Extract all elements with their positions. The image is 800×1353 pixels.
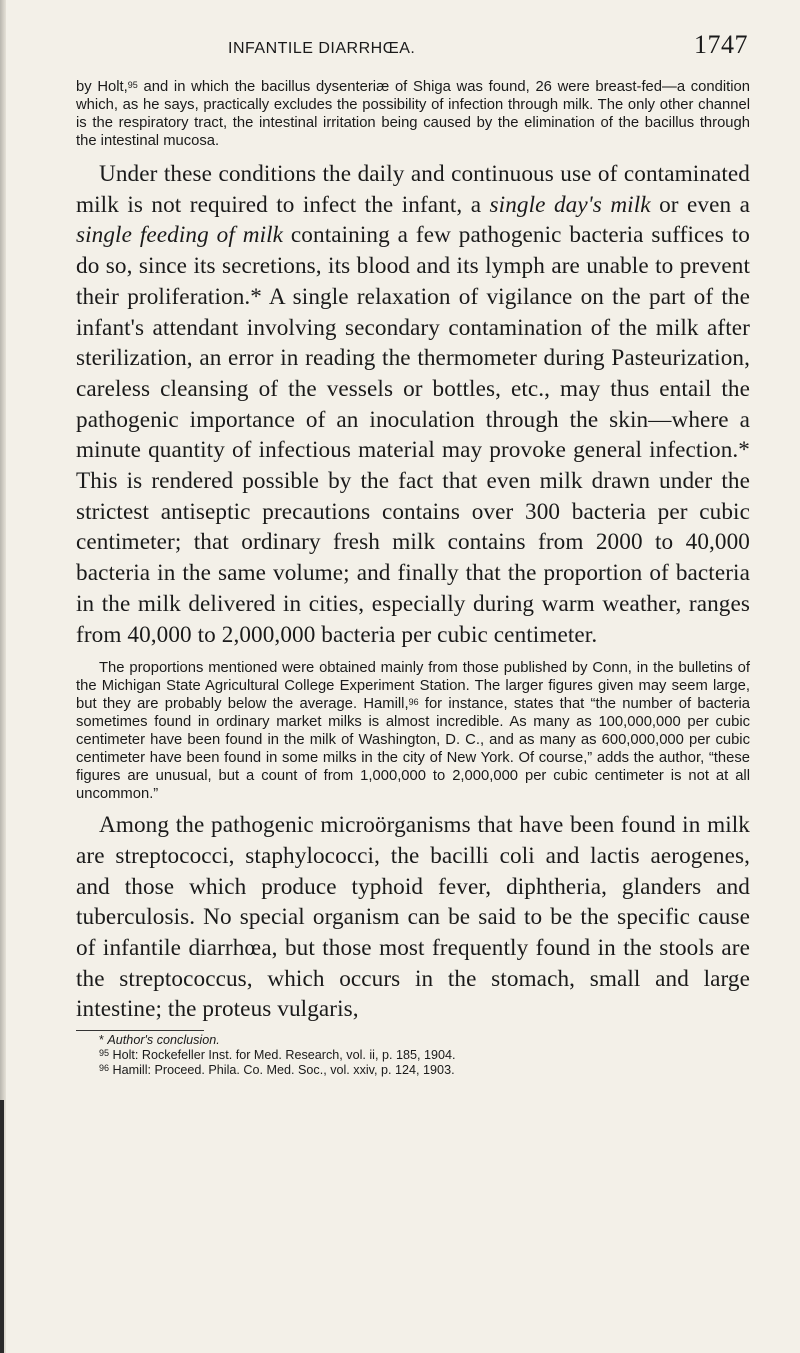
- running-head: INFANTILE DIARRHŒA.: [228, 40, 416, 57]
- paragraph-holt-cases: [76, 78, 750, 150]
- reference-mark: 95: [127, 80, 138, 90]
- footnote-rule: [76, 1030, 204, 1031]
- paragraph-text: by Holt,: [76, 79, 128, 95]
- paragraph-text: The proportions mentioned were obtained mainly from those published by Conn, in the bulletins of the Michigan State Agricultural College Experiment Station. The larger figures given may seem large, but they are probably below the average. Hamill,: [76, 660, 750, 713]
- page-body: [76, 78, 750, 1078]
- page-header: [228, 30, 748, 60]
- footnote-marker: 96: [99, 1063, 110, 1074]
- footnotes: [76, 1033, 750, 1078]
- paragraph-pathogenic-organisms: Among the pathogenic microörganisms that have been found in milk are streptococci, staphylococci, the bacilli coli and lactis aerogenes, and those which produce typhoid fever, diphtheria, glanders and tuberculosis. No special organism can be said to be the specific cause of infantile diarrhœa, but those most frequently found in the stools are the streptococcus, which occurs in the stomach, small and large intestine; the proteus vulgaris,: [76, 812, 750, 1023]
- paragraph-text: for instance, states that “the number of bacteria sometimes found in ordinary market milks is almost incredible. As many as 100,000,000 per cubic centimeter have been found in the milk of Washington, D. C., and as many as 600,000,000 per cubic centimeter have been found in some milks in the city of New York. Of course,” adds the author, “these figures are unusual, but a count of from 1,000,000 to 2,000,000 per cubic centimeter is not at all uncommon.”: [76, 696, 750, 803]
- italic-phrase: single day's milk: [489, 191, 651, 218]
- footnote-marker: 95: [99, 1048, 110, 1059]
- paragraph-text: and in which the bacillus dysenteriæ of Shiga was found, 26 were breast-fed—a condition which, as he says, practically excludes the possibility of infection through milk. The only other channel is the respiratory tract, the intestinal irritation being caused by the elimination of the bacillus through the intestinal mucosa.: [76, 79, 750, 149]
- binding-edge: [0, 1100, 4, 1353]
- footnote-text: Hamill: Proceed. Phila. Co. Med. Soc., vol. xxiv, p. 124, 1903.: [109, 1063, 455, 1078]
- page-number: 1747: [694, 30, 748, 59]
- italic-phrase: single feeding of milk: [76, 222, 284, 249]
- footnote-author: [76, 1033, 750, 1048]
- footnote-holt: [76, 1048, 750, 1063]
- paragraph-text: Under these conditions the daily and continuous use of contaminated milk is not required to infect the infant, a: [76, 161, 750, 218]
- footnote-hamill: [76, 1063, 750, 1078]
- footnote-text: Author's conclusion.: [107, 1033, 220, 1048]
- paragraph-contaminated-milk: [76, 159, 750, 650]
- footnote-marker: *: [99, 1033, 108, 1048]
- paragraph-text: or even a: [650, 191, 750, 218]
- paragraph-bacteria-counts: [76, 659, 750, 803]
- paragraph-text: containing a few pathogenic bacteria suffices to do so, since its secretions, its blood and its lymph are unable to prevent their proliferation.* A single relaxation of vigilance on the part of the infant's attendant involving secondary contamination of the milk after sterilization, an error in reading the thermometer during Pasteurization, careless cleansing of the vessels or bottles, etc., may thus entail the pathogenic importance of an inoculation through the skin—where a minute quantity of infectious material may provoke general infection.* This is rendered possible by the fact that even milk drawn under the strictest antiseptic precautions contains over 300 bacteria per cubic centimeter; that ordinary fresh milk contains from 2000 to 40,000 bacteria in the same volume; and finally that the proportion of bacteria in the milk delivered in cities, especially during warm weather, ranges from 40,000 to 2,000,000 bacteria per cubic centimeter.: [76, 222, 750, 648]
- reference-mark: 96: [408, 697, 419, 708]
- footnote-text: Holt: Rockefeller Inst. for Med. Research, vol. ii, p. 185, 1904.: [109, 1048, 456, 1063]
